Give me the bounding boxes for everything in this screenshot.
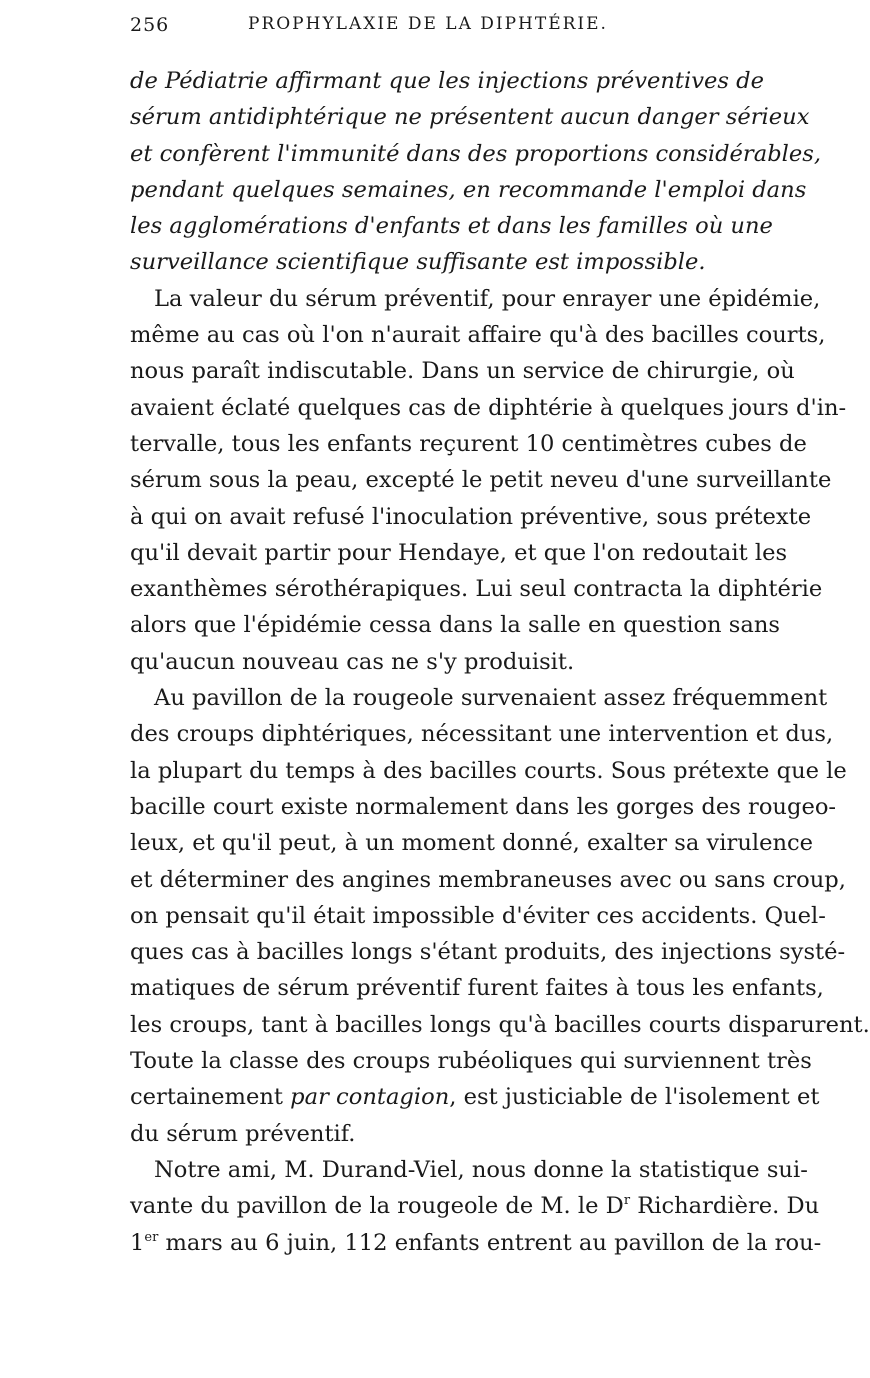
text-line xyxy=(130,1225,822,1261)
text-line: sérum sous la peau, excepté le petit neveu d'une surveillante xyxy=(130,467,832,494)
text-line: exanthèmes sérothérapiques. Lui seul contracta la diphtérie xyxy=(130,576,823,603)
text-line: du sérum préventif. xyxy=(130,1120,356,1147)
body-text xyxy=(130,63,870,1261)
text-fragment: vante du pavillon de la rougeole de M. le D xyxy=(130,1193,624,1220)
text-line: de Pédiatrie affirmant que les injections préventives de xyxy=(130,68,764,94)
text-line xyxy=(130,1188,820,1224)
text-line: qu'aucun nouveau cas ne s'y produisit. xyxy=(130,648,575,675)
text-fragment: Richardière. Du xyxy=(630,1193,820,1220)
superscript: r xyxy=(623,1193,631,1209)
running-title: PROPHYLAXIE DE LA DIPHTÉRIE. xyxy=(248,14,608,34)
text-line: alors que l'épidémie cessa dans la salle en question sans xyxy=(130,612,780,639)
text-line: qu'il devait partir pour Hendaye, et que l'on redoutait les xyxy=(130,539,788,566)
page-number: 256 xyxy=(130,14,170,36)
text-line: La valeur du sérum préventif, pour enrayer une épidémie, xyxy=(154,285,821,312)
text-fragment: 1 xyxy=(130,1229,145,1256)
text-line: même au cas où l'on n'aurait affaire qu'à des bacilles courts, xyxy=(130,322,826,349)
page-header xyxy=(130,14,770,50)
text-line: la plupart du temps à des bacilles courts. Sous prétexte que le xyxy=(130,757,847,784)
text-fragment: certainement xyxy=(130,1084,291,1111)
text-line: tervalle, tous les enfants reçurent 10 centimètres cubes de xyxy=(130,430,807,457)
text-line: bacille court existe normalement dans les gorges des rougeo- xyxy=(130,793,837,820)
text-line: Notre ami, M. Durand-Viel, nous donne la statistique sui- xyxy=(154,1156,808,1183)
text-line: avaient éclaté quelques cas de diphtérie à quelques jours d'in- xyxy=(130,394,847,421)
text-line: des croups diphtériques, nécessitant une intervention et dus, xyxy=(130,721,834,748)
text-line xyxy=(130,1079,820,1115)
text-line: Au pavillon de la rougeole survenaient assez fréquemment xyxy=(154,685,828,712)
text-line: les agglomérations d'enfants et dans les familles où une xyxy=(130,213,773,240)
text-line: et déterminer des angines membraneuses avec ou sans croup, xyxy=(130,866,846,893)
text-line: pendant quelques semaines, en recommande l'emploi dans xyxy=(130,176,807,203)
text-fragment: , est justiciable de l'isolement et xyxy=(449,1084,820,1111)
text-fragment: mars au 6 juin, 112 enfants entrent au pavillon de la rou- xyxy=(158,1229,822,1256)
italic-fragment: par contagion xyxy=(290,1084,450,1111)
text-line: surveillance scientifique suffisante est impossible. xyxy=(130,249,706,276)
text-line: on pensait qu'il était impossible d'éviter ces accidents. Quel- xyxy=(130,902,826,929)
text-line: nous paraît indiscutable. Dans un service de chirurgie, où xyxy=(130,358,795,385)
text-line: matiques de sérum préventif furent faites à tous les enfants, xyxy=(130,975,824,1002)
text-line: les croups, tant à bacilles longs qu'à bacilles courts disparurent. xyxy=(130,1011,870,1038)
text-line: Toute la classe des croups rubéoliques qui surviennent très xyxy=(130,1048,812,1075)
text-line: et confèrent l'immunité dans des proportions considérables, xyxy=(130,140,822,167)
superscript: er xyxy=(144,1229,159,1245)
text-line: leux, et qu'il peut, à un moment donné, exalter sa virulence xyxy=(130,830,814,857)
text-line: ques cas à bacilles longs s'étant produits, des injections systé- xyxy=(130,939,846,966)
text-line: sérum antidiphtérique ne présentent aucun danger sérieux xyxy=(130,104,810,131)
text-line: à qui on avait refusé l'inoculation préventive, sous prétexte xyxy=(130,503,812,530)
